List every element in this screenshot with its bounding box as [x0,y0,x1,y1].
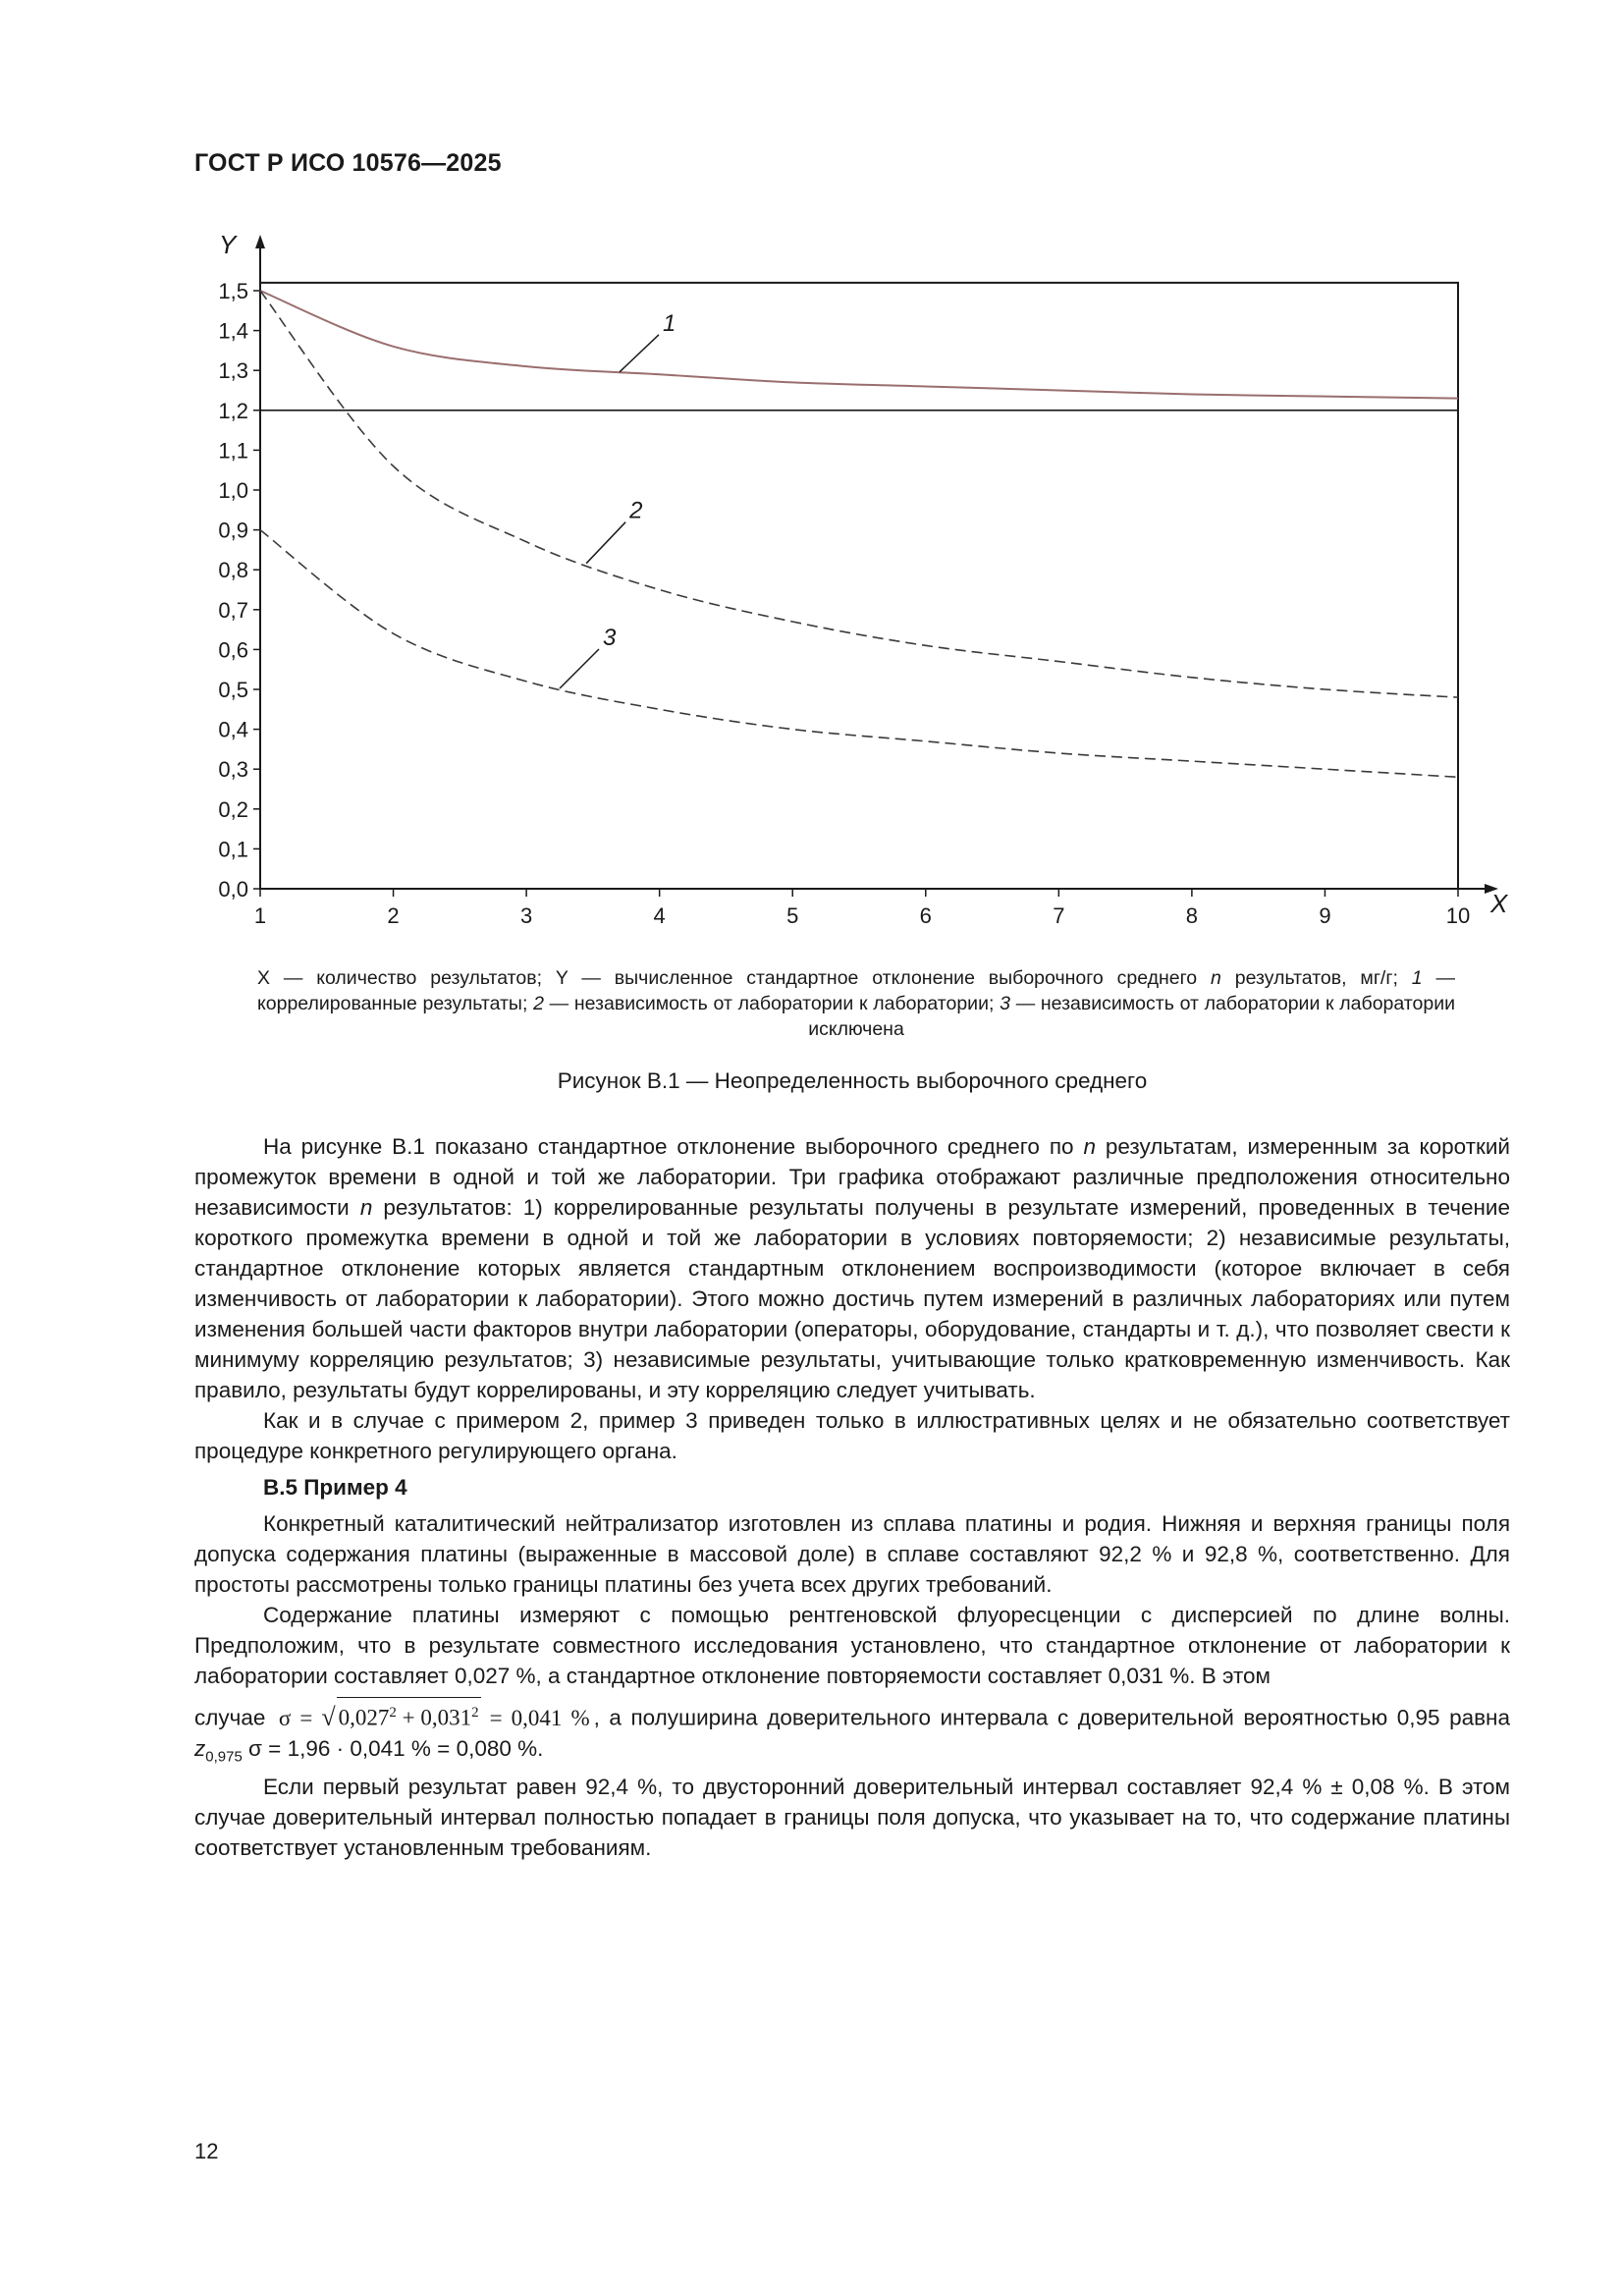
page-number: 12 [194,2139,219,2163]
x-tick-label: 5 [786,903,799,928]
paragraph-4: Содержание платины измеряют с помощью рентгеновской флуоресценции с дисперсией по длине волны. Предположим, что в результате совместного исследования установлено, что стандартное отклонение от лаборатории к лаборатории составляет 0,027 %, а стандартное отклонение повторяемости составляет 0,031 %. В этом [194,1603,1510,1688]
series-1-label: 1 [663,309,676,337]
body-text [194,1131,1510,1863]
paragraph-5-formula: случае σ = √ $0,027^2 + 0,031^2 = 0,041$ % , а полуширина доверительного интервала с доверительной вероятностью 0,95 равна $z_{0,975}$ σ = 1,96 · 0,041 % = 0,080 %. [194,1697,1510,1772]
section-title: В.5 Пример 4 [263,1475,407,1500]
series-3-line [260,530,1458,778]
x-tick-label: 4 [653,903,666,928]
y-tick-label: 0,9 [218,518,248,543]
series-2-leader [586,522,625,564]
series-3-label: 3 [603,624,617,651]
paragraph-6: Если первый результат равен 92,4 %, то двусторонний доверительный интервал составляет 92,4 % ± 0,08 %. В этом случае доверительный интервал полностью попадает в границы поля допуска, что указывает на то, что содержание платины соответствует установленным требованиям. [194,1775,1510,1861]
x-tick-label: 6 [919,903,932,928]
x-tick-label: 1 [253,903,267,928]
x-tick-label: 8 [1185,903,1199,928]
y-tick-label: 1,2 [218,398,248,423]
y-tick-label: 1,5 [218,279,248,303]
y-tick-label: 0,0 [218,877,248,902]
series-1-leader [620,335,659,372]
series-2-label: 2 [629,497,643,524]
x-axis-label: X [1490,889,1508,918]
y-tick-label: 1,4 [218,318,248,344]
figure-chart [187,224,1542,951]
y-tick-label: 0,6 [218,637,248,663]
page-header: ГОСТ Р ИСО 10576—2025 [194,149,502,177]
x-tick-label: 2 [387,903,400,928]
series-2-line [260,291,1458,697]
x-tick-label: 3 [519,903,533,928]
y-tick-label: 0,8 [218,558,248,583]
x-tick-label: 10 [1445,903,1471,928]
paragraph-3: Конкретный каталитический нейтрализатор изготовлен из сплава платины и родия. Нижняя и верхняя границы поля допуска содержания платины (выраженные в массовой доле) в сплаве составляют 92,2 % и 92,8 %, соответственно. Для простоты рассмотрены только границы платины без учета всех других требований. [194,1511,1510,1597]
plot-frame [260,283,1458,889]
series-3-leader [560,649,599,688]
paragraph-1: На рисунке В.1 показано стандартное отклонение выборочного среднего по n результатам, измеренным за короткий промежуток времени в одной и той же лаборатории. Три графика отображают различные предположения относительно независимости n результатов: 1) коррелированные результаты получены в результате измерений, проведенных в течение короткого промежутка времени в одной и той же лаборатории в условиях повторяемости; 2) независимые результаты, стандартное отклонение которых является стандартным отклонением воспроизводимости (которое включает в себя изменчивость от лаборатории к лаборатории). Этого можно достичь путем измерений в различных лабораториях или путем изменения большей части факторов внутри лаборатории (операторы, оборудование, стандарты и т. д.), что позволяет свести к минимуму корреляцию результатов; 3) независимые результаты, учитывающие только кратковременную изменчивость. Как правило, результаты будут коррелированы, и эту корреляцию следует учитывать. [194,1134,1510,1402]
y-axis-arrow [255,235,265,248]
y-tick-label: 1,0 [218,478,248,503]
y-tick-label: 0,2 [218,796,248,822]
y-tick-label: 0,3 [218,757,248,783]
y-tick-label: 0,4 [218,717,248,742]
figure-title: Рисунок В.1 — Неопределенность выборочного среднего [557,1068,1148,1093]
series-1-line [260,291,1458,399]
y-tick-label: 0,1 [218,837,248,862]
y-tick-label: 0,5 [218,678,248,702]
y-tick-label: 1,3 [218,358,248,384]
figure-legend: X — количество результатов; Y — вычисленное стандартное отклонение выборочного среднего n результатов, мг/г; 1 — коррелированные результаты; 2 — независимость от лаборатории к лаборатории; 3 — независимость от лаборатории к лаборатории исключена [257,967,1455,1040]
y-tick-label: 0,7 [218,597,248,623]
x-tick-label: 9 [1319,903,1331,928]
y-axis-label: Y [219,230,237,259]
paragraph-2: Как и в случае с примером 2, пример 3 приведен только в иллюстративных целях и не обязательно соответствует процедуре конкретного регулирующего органа. [194,1408,1510,1463]
x-tick-label: 7 [1053,903,1065,928]
y-tick-label: 1,1 [218,438,248,464]
